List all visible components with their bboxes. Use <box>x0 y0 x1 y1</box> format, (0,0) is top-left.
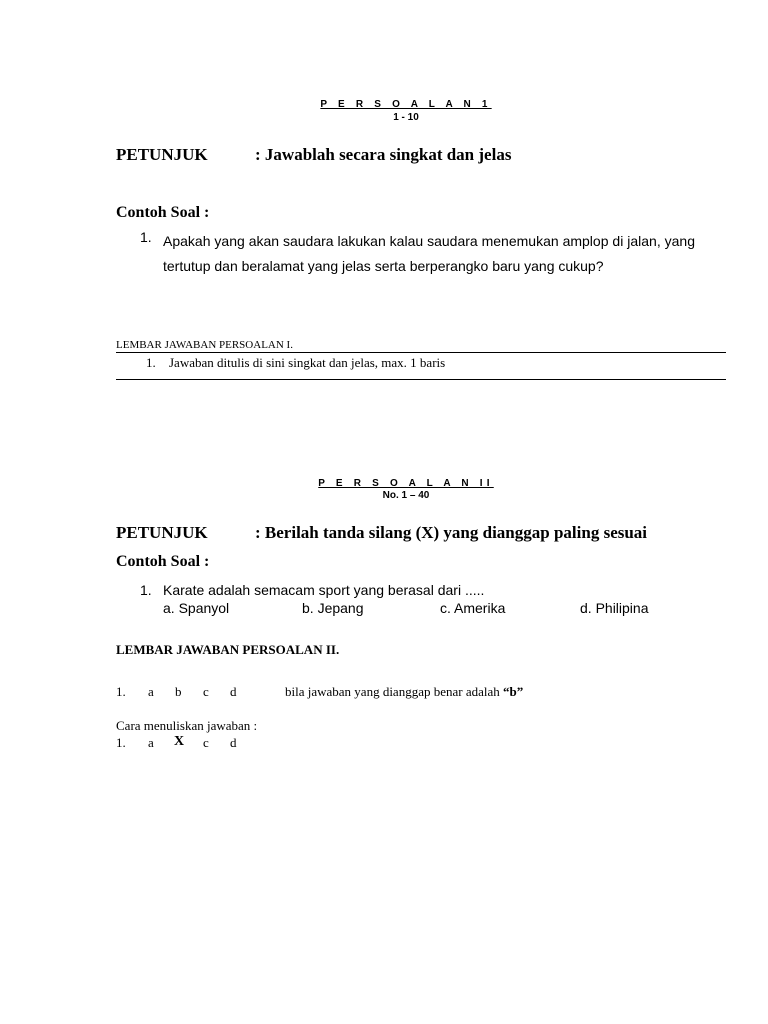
answer-row-number: 1. <box>116 684 126 699</box>
marked-choice-c: c <box>203 735 209 750</box>
answer-choice-b: b <box>175 684 182 699</box>
section-2-question-number: 1. <box>140 582 152 598</box>
answer-line-bottom <box>116 379 726 380</box>
section-1-answer-text: Jawaban ditulis di sini singkat dan jelas, max. 1 baris <box>169 355 446 370</box>
section-2-instruction-label: PETUNJUK <box>116 523 208 542</box>
section-1-instruction-label: PETUNJUK <box>116 145 208 164</box>
answer-choice-a: a <box>148 684 154 699</box>
option-c: c. Amerika <box>440 600 506 616</box>
answer-row-note: bila jawaban yang dianggap benar adalah “b” <box>285 684 524 699</box>
option-a: a. Spanyol <box>163 600 230 616</box>
section-2-answer-sheet-label: LEMBAR JAWABAN PERSOALAN II. <box>116 642 340 657</box>
answer-choice-d: d <box>230 684 237 699</box>
question-text: Apakah yang akan saudara lakukan kalau saudara menemukan amplop di jalan, yang tertutup dan beralamat yang jelas serta berperangko baru yang cukup? <box>163 233 695 274</box>
section-2-example-label: Contoh Soal : <box>116 553 210 570</box>
marked-row-number: 1. <box>116 735 126 750</box>
question-number: 1. <box>140 229 152 245</box>
section-1-answer-number: 1. <box>146 355 156 370</box>
section-2-question-text: Karate adalah semacam sport yang berasal dari ..... <box>163 582 485 598</box>
section-2-subtitle: No. 1 – 40 <box>382 490 430 501</box>
section-1-title: P E R S O A L A N 1 <box>320 99 492 110</box>
marked-choice-x: X <box>174 734 185 749</box>
section-1-answer-sheet-label: LEMBAR JAWABAN PERSOALAN I. <box>116 339 293 351</box>
section-2-instruction-text: : Berilah tanda silang (X) yang dianggap paling sesuai <box>255 523 648 542</box>
option-b: b. Jepang <box>302 600 364 616</box>
section-1-example-question <box>140 229 695 279</box>
option-d: d. Philipina <box>580 600 649 616</box>
marked-choice-a: a <box>148 735 154 750</box>
section-1-instruction-text: : Jawablah secara singkat dan jelas <box>255 145 512 164</box>
how-to-label: Cara menuliskan jawaban : <box>116 718 258 733</box>
section-1-subtitle: 1 - 10 <box>393 112 419 123</box>
answer-choice-c: c <box>203 684 209 699</box>
answer-line-top <box>116 352 726 353</box>
section-2-title: P E R S O A L A N II <box>318 478 494 489</box>
answer-row-note-value: “b” <box>503 684 524 699</box>
section-1-example-label: Contoh Soal : <box>116 204 210 221</box>
marked-choice-d: d <box>230 735 237 750</box>
